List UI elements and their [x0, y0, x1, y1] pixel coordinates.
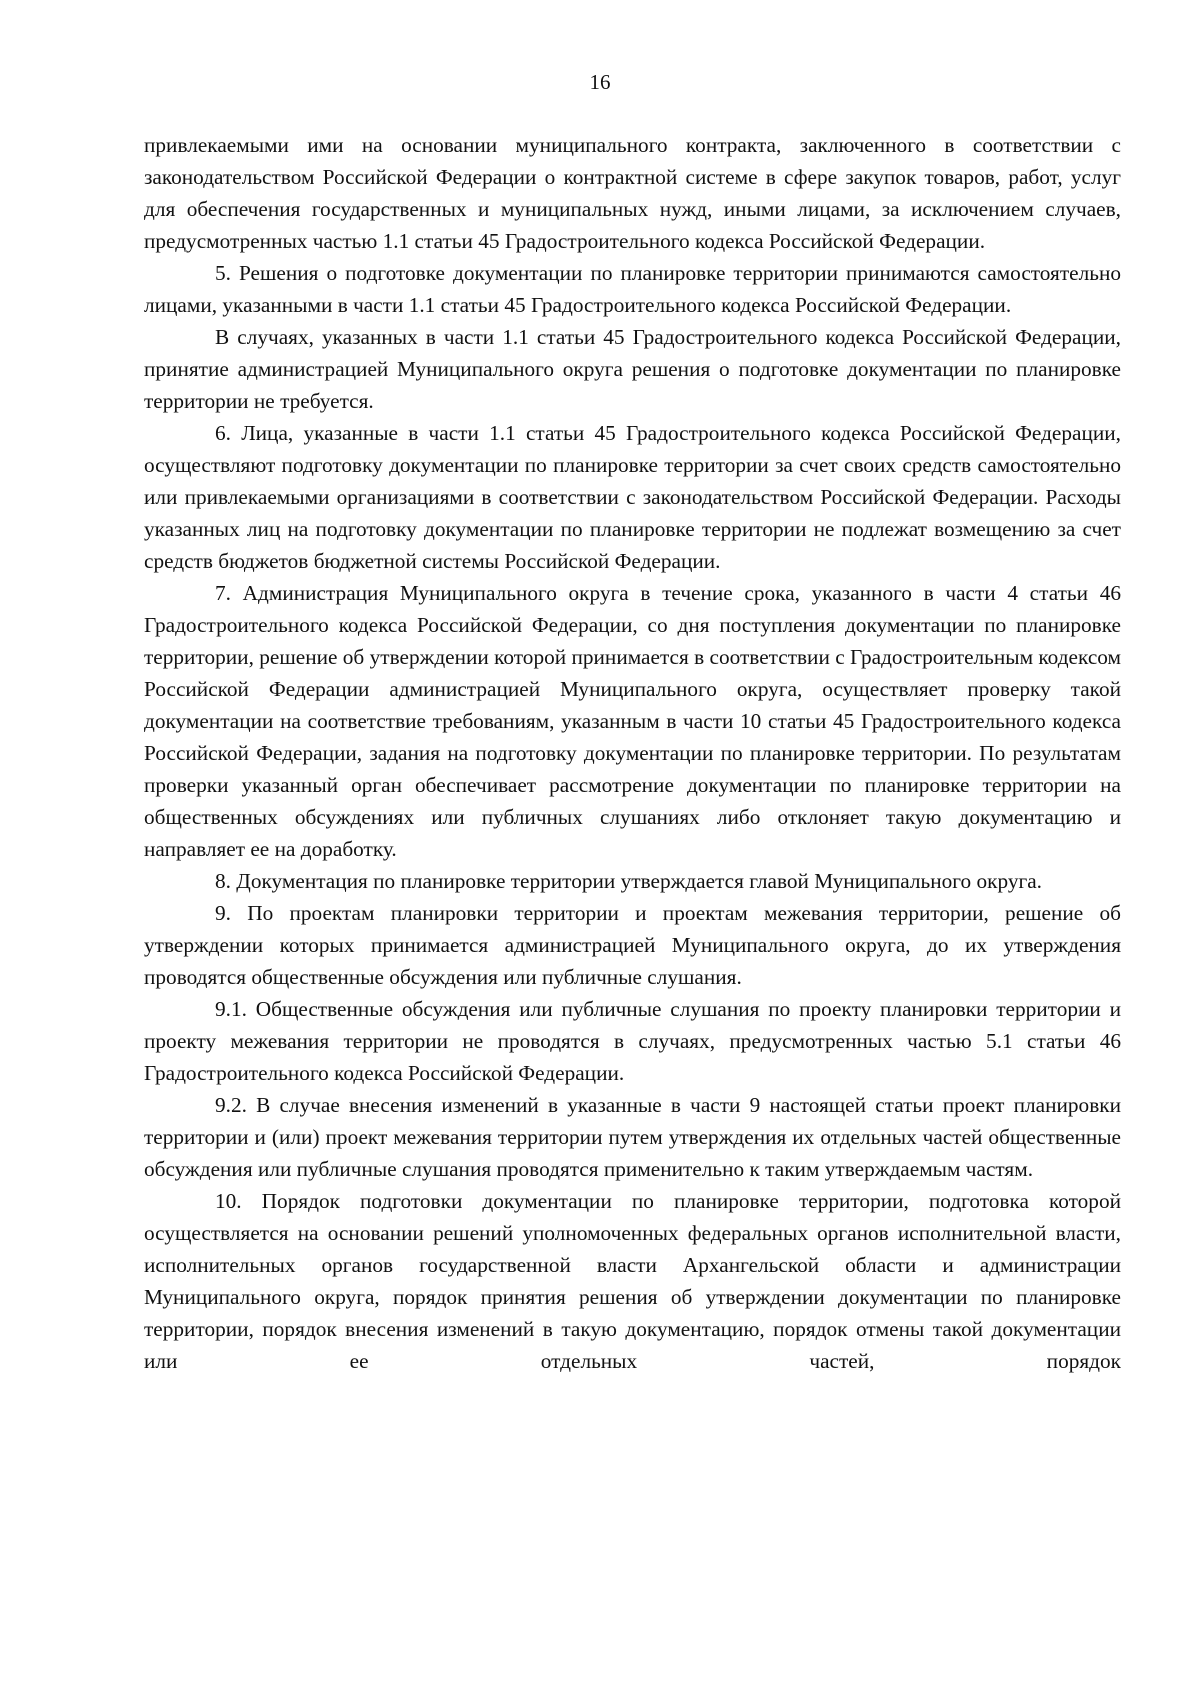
paragraph-item-5: 5. Решения о подготовке документации по планировке территории принимаются самостоятельно лицами, указанными в части 1.1 статьи 45 Градостроительного кодекса Российской Федерации.	[144, 261, 1121, 317]
paragraph-item-9-1: 9.1. Общественные обсуждения или публичные слушания по проекту планировки территории и проекту межевания территории не проводятся в случаях, предусмотренных частью 5.1 статьи 46 Градостроительного кодекса Российской Федерации.	[144, 997, 1121, 1085]
paragraph-item-8: 8. Документация по планировке территории утверждается главой Муниципального округа.	[215, 869, 1042, 893]
paragraph-continuation: привлекаемыми ими на основании муниципального контракта, заключенного в соответствии с законодательством Российской Федерации о контрактной системе в сфере закупок товаров, работ, услуг для обеспечения государственных и муниципальных нужд, иными лицами, за исключением случаев, предусмотренных частью 1.1 статьи 45 Градостроительного кодекса Российской Федерации.	[144, 133, 1121, 253]
paragraph-item-5-note: В случаях, указанных в части 1.1 статьи 45 Градостроительного кодекса Российской Федерации, принятие администрацией Муниципального округа решения о подготовке документации по планировке территории не требуется.	[144, 325, 1121, 413]
paragraph-item-9: 9. По проектам планировки территории и проектам межевания территории, решение об утверждении которых принимается администрацией Муниципального округа, до их утверждения проводятся общественные обсуждения или публичные слушания.	[144, 901, 1121, 989]
page-number: 16	[589, 70, 611, 94]
paragraph-item-9-2: 9.2. В случае внесения изменений в указанные в части 9 настоящей статьи проект планировки территории и (или) проект межевания территории путем утверждения их отдельных частей общественные обсуждения или публичные слушания проводятся применительно к таким утверждаемым частям.	[144, 1093, 1121, 1181]
paragraph-item-10: 10. Порядок подготовки документации по планировке территории, подготовка которой осуществляется на основании решений уполномоченных федеральных органов исполнительной власти, исполнительных органов государственной власти Архангельской области и администрации Муниципального округа, порядок принятия решения об утверждении документации по планировке территории, порядок внесения изменений в такую документацию, порядок отмены такой документации или ее отдельных частей, порядок	[144, 1189, 1121, 1373]
paragraph-item-6: 6. Лица, указанные в части 1.1 статьи 45 Градостроительного кодекса Российской Федерации, осуществляют подготовку документации по планировке территории за счет своих средств самостоятельно или привлекаемыми организациями в соответствии с законодательством Российской Федерации. Расходы указанных лиц на подготовку документации по планировке территории не подлежат возмещению за счет средств бюджетов бюджетной системы Российской Федерации.	[144, 421, 1121, 573]
document-body	[144, 129, 1121, 1377]
paragraph-item-7: 7. Администрация Муниципального округа в течение срока, указанного в части 4 статьи 46 Градостроительного кодекса Российской Федерации, со дня поступления документации по планировке территории, решение об утверждении которой принимается в соответствии с Градостроительным кодексом Российской Федерации администрацией Муниципального округа, осуществляет проверку такой документации на соответствие требованиям, указанным в части 10 статьи 45 Градостроительного кодекса Российской Федерации, задания на подготовку документации по планировке территории. По результатам проверки указанный орган обеспечивает рассмотрение документации по планировке территории на общественных обсуждениях или публичных слушаниях либо отклоняет такую документацию и направляет ее на доработку.	[144, 581, 1121, 861]
